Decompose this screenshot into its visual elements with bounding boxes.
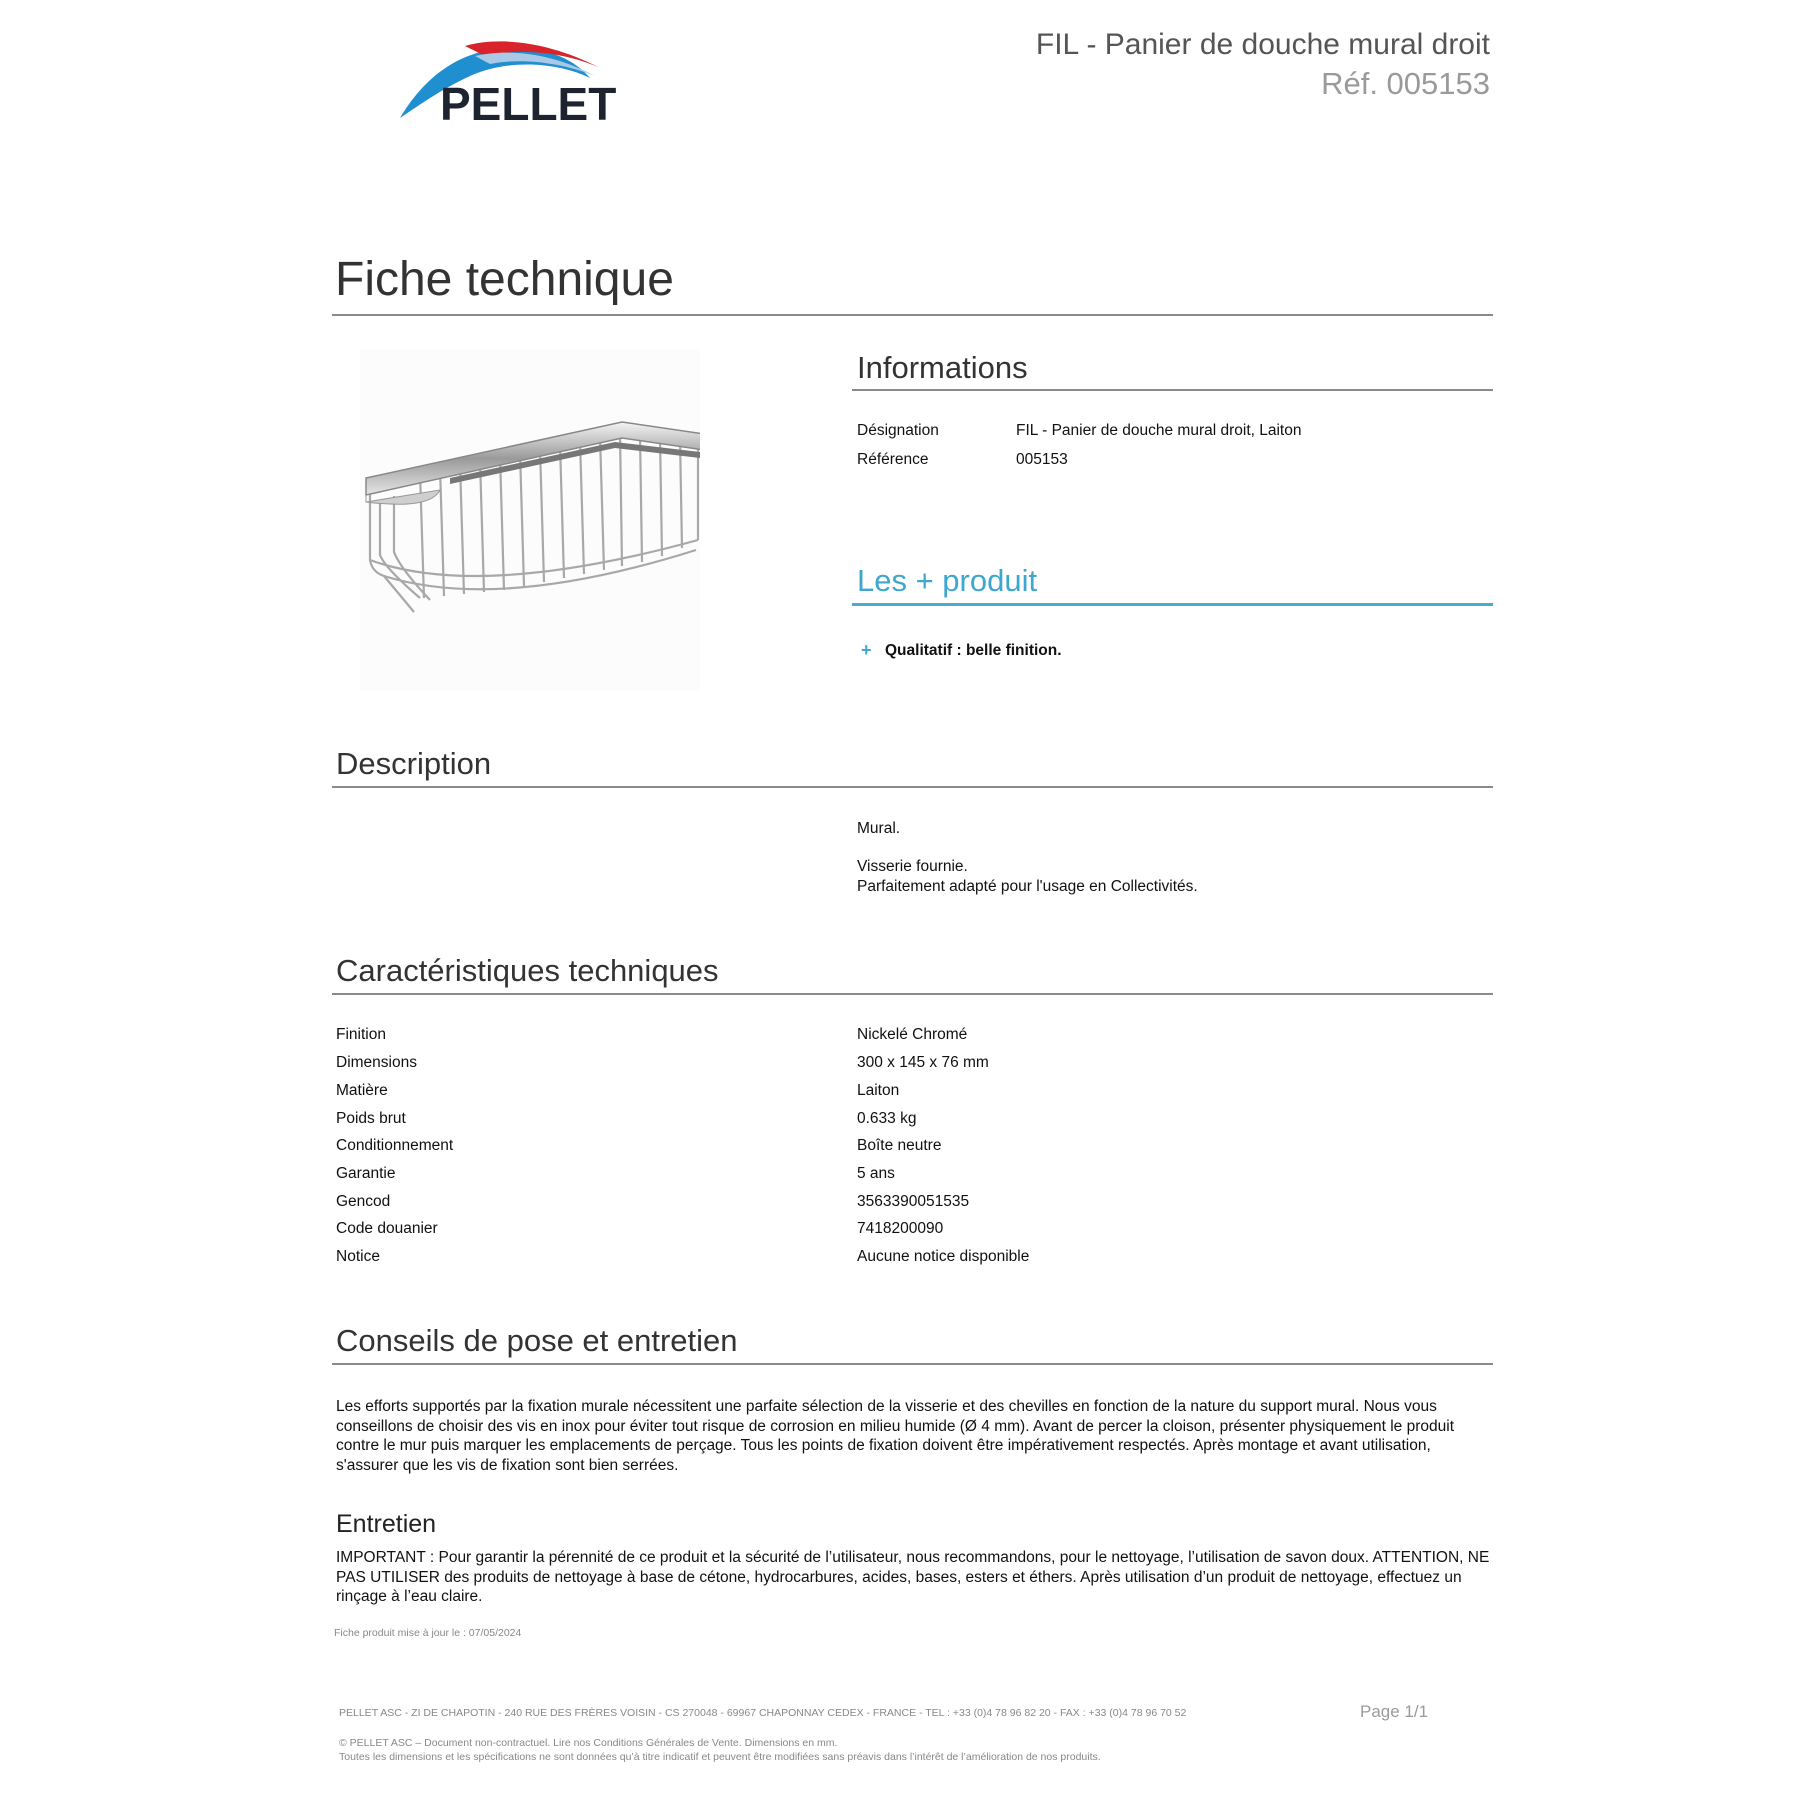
footer-legal-1: © PELLET ASC – Document non-contractuel. Lire nos Conditions Générales de Vente. Dimensions en mm.	[339, 1737, 838, 1749]
caracteristiques-divider	[332, 993, 1493, 995]
entretien-text: IMPORTANT : Pour garantir la pérennité de ce produit et la sécurité de l’utilisateur, nous recommandons, pour le nettoyage, l’utilisation de savon doux. ATTENTION, NE PAS UTILISER des produits de nettoyage à base de cétone, hydrocarbures, acides, bases, esters et éthers. Après utilisation d’un produit de nettoyage, effectuez un rinçage à l’eau claire.	[336, 1549, 1490, 1605]
conseils-divider	[332, 1363, 1493, 1365]
spec-label-code-douanier: Code douanier	[336, 1220, 438, 1237]
spec-label-garantie: Garantie	[336, 1165, 396, 1182]
header-product-ref: Réf. 005153	[1321, 66, 1490, 101]
description-heading: Description	[336, 746, 492, 781]
footer-address: PELLET ASC - ZI DE CHAPOTIN - 240 RUE DES FRÈRES VOISIN - CS 270048 - 69967 CHAPONNAY CEDEX - FRANCE - TEL : +33 (0)4 78 96 82 20 - FAX : +33 (0)4 78 96 70 52	[339, 1707, 1187, 1719]
page-title: Fiche technique	[335, 253, 674, 306]
description-line-3: Parfaitement adapté pour l'usage en Collectivités.	[857, 878, 1198, 895]
description-divider	[332, 786, 1493, 788]
spec-label-dimensions: Dimensions	[336, 1054, 417, 1071]
spec-value-code-douanier: 7418200090	[857, 1220, 944, 1237]
conseils-heading: Conseils de pose et entretien	[336, 1323, 738, 1358]
reference-label: Référence	[857, 451, 929, 468]
reference-value: 005153	[1016, 451, 1068, 468]
header-product-title: FIL - Panier de douche mural droit	[1035, 28, 1490, 61]
description-line-1: Mural.	[857, 820, 901, 837]
spec-value-notice: Aucune notice disponible	[857, 1248, 1030, 1265]
footer-legal-2: Toutes les dimensions et les spécifications ne sont données qu’à titre indicatif et peuvent être modifiées sans préavis dans l’intérêt de l’amélioration de nos produits.	[339, 1751, 1101, 1763]
caracteristiques-heading: Caractéristiques techniques	[336, 953, 719, 988]
spec-value-poids: 0.633 kg	[857, 1110, 917, 1127]
plus-icon: +	[861, 640, 872, 660]
pellet-logo	[390, 38, 640, 128]
entretien-heading: Entretien	[336, 1510, 437, 1538]
update-date: Fiche produit mise à jour le : 07/05/2024	[334, 1627, 522, 1639]
designation-label: Désignation	[857, 422, 939, 439]
spec-label-poids: Poids brut	[336, 1110, 406, 1127]
plus-produit-divider	[852, 603, 1493, 606]
spec-label-finition: Finition	[336, 1026, 386, 1043]
plus-produit-item: Qualitatif : belle finition.	[885, 642, 1062, 659]
spec-label-conditionnement: Conditionnement	[336, 1137, 454, 1154]
spec-label-gencod: Gencod	[336, 1193, 391, 1210]
spec-label-notice: Notice	[336, 1248, 380, 1265]
spec-value-garantie: 5 ans	[857, 1165, 895, 1182]
title-divider	[332, 314, 1493, 316]
informations-heading: Informations	[857, 350, 1028, 385]
spec-value-conditionnement: Boîte neutre	[857, 1137, 942, 1154]
informations-divider	[852, 389, 1493, 391]
designation-value: FIL - Panier de douche mural droit, Laiton	[1016, 422, 1302, 439]
page-number: Page 1/1	[1360, 1702, 1429, 1721]
plus-produit-heading: Les + produit	[857, 563, 1038, 598]
product-image	[360, 350, 700, 690]
spec-value-gencod: 3563390051535	[857, 1193, 970, 1210]
spec-value-dimensions: 300 x 145 x 76 mm	[857, 1054, 989, 1071]
logo-wordmark: PELLET	[440, 78, 617, 128]
spec-value-finition: Nickelé Chromé	[857, 1026, 968, 1043]
spec-label-matiere: Matière	[336, 1082, 388, 1099]
description-line-2: Visserie fournie.	[857, 858, 968, 875]
spec-value-matiere: Laiton	[857, 1082, 900, 1099]
conseils-text: Les efforts supportés par la fixation murale nécessitent une parfaite sélection de la visserie et des chevilles en fonction de la nature du support mural. Nous vous conseillons de choisir des vis en inox pour éviter tout risque de corrosion en milieu humide (Ø 4 mm). Avant de percer la cloison, présenter physiquement le produit contre le mur puis marquer les emplacements de perçage. Tous les points de fixation doivent être impérativement respectés. Après montage et avant utilisation, s'assurer que les vis de fixation sont bien serrées.	[336, 1398, 1455, 1474]
